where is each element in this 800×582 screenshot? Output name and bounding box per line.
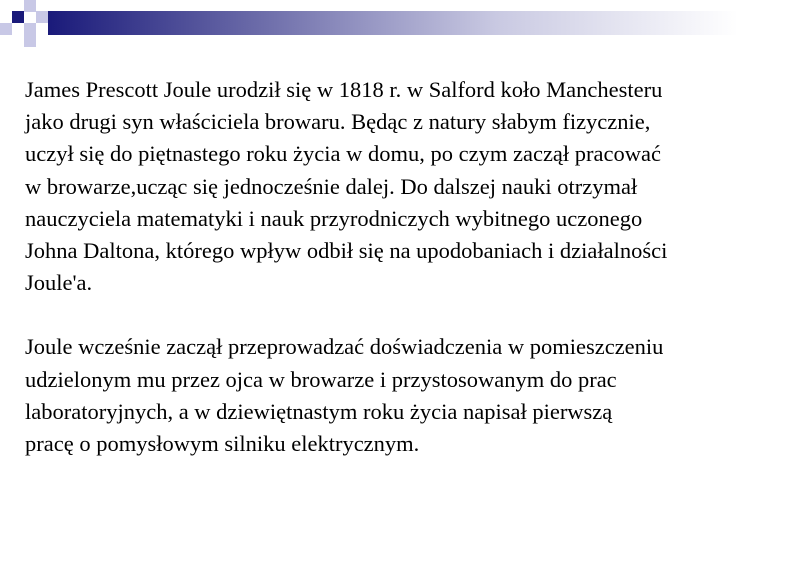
decor-square (36, 11, 48, 23)
slide-body (25, 74, 785, 460)
decor-square (12, 11, 24, 23)
decor-square (24, 23, 36, 35)
decor-square (0, 23, 12, 35)
paragraph-biography: James Prescott Joule urodził się w 1818 r. w Salford koło Manchesteru jako drugi syn właściciela browaru. Będąc z natury słabym fizycznie, uczył się do piętnastego roku życia w domu, po czym zaczął pracować w browarze,ucząc się jednocześnie dalej. Do dalszej nauki otrzymał nauczyciela matematyki i nauk przyrodniczych wybitnego uczonego Johna Daltona, którego wpływ odbił się na upodobaniach i działalności Joule'a. (25, 77, 668, 296)
decor-square (24, 0, 36, 12)
decor-square (24, 35, 36, 47)
header-gradient-bar (48, 11, 738, 35)
slide-header-decoration (0, 0, 800, 48)
paragraph-experiments: Joule wcześnie zaczął przeprowadzać doświadczenia w pomieszczeniu udzielonym mu przez ojca w browarze i przystosowanym do prac laboratoryjnych, a w dziewiętnastym roku życia napisał pierwszą pracę o pomysłowym silniku elektrycznym. (25, 334, 664, 457)
